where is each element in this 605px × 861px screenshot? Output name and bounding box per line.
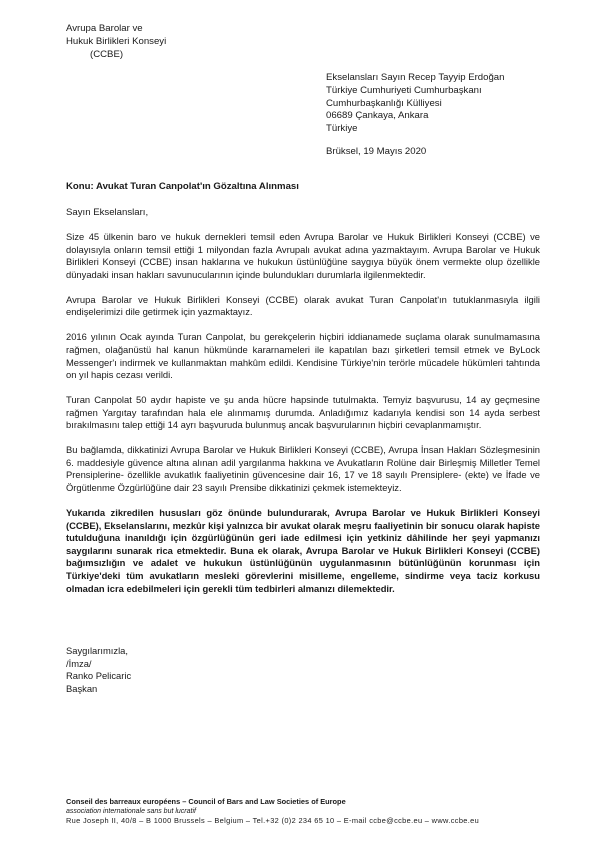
- letter-body: [66, 231, 540, 608]
- paragraph-1: Size 45 ülkenin baro ve hukuk dernekleri temsil eden Avrupa Barolar ve Hukuk Birlikleri Konseyi (CCBE) ve dolayısıyla onların temsil ettiği 1 milyondan fazla Avrupalı avukat adına yazmaktayım. Avrupa Barolar ve Hukuk Birlikleri Konseyi (CCBE) insan haklarına ve hukukun üstünlüğüne saygıya büyük önem vermekte olup özellikle dünyadaki insan hakları savunucularının içinde bulundukları durumlarla ilgilenmektedir.: [66, 231, 540, 280]
- footer-assoc: association internationale sans but lucratif: [66, 808, 196, 815]
- footer-address: Rue Joseph II, 40/8 – B 1000 Brussels – Belgium – Tel.+32 (0)2 234 65 10 – E-mail ccbe@ccbe.eu – www.ccbe.eu: [66, 816, 480, 825]
- sender-line-2: Hukuk Birlikleri Konseyi: [66, 36, 167, 47]
- letter-date: Brüksel, 19 Mayıs 2020: [326, 146, 427, 157]
- paragraph-3: 2016 yılının Ocak ayında Turan Canpolat, bu gerekçelerin hiçbiri iddianamede suçlama olarak sunulmamasına rağmen, olağanüstü hal kanun hükmünde kararnameleri ile kapatılan bazı şirketleri temsil etmek ve ByLock Messenger'ı indirmek ve kullanmaktan mahkûm edildi. Kendisine Türkiye'nin terörle mücadele hükümleri tahtında on yıl hapis cezası verildi.: [66, 331, 540, 381]
- recipient-name: Ekselansları Sayın Recep Tayyip Erdoğan: [326, 72, 505, 83]
- closing-block: [66, 645, 131, 695]
- footer-org-name: Conseil des barreaux européens – Council of Bars and Law Societies of Europe: [66, 797, 346, 806]
- closing-position: Başkan: [66, 682, 98, 694]
- recipient-title: Türkiye Cumhuriyeti Cumhurbaşkanı: [326, 84, 482, 96]
- paragraph-6-request: Yukarıda zikredilen hususları göz önünde bulundurarak, Avrupa Barolar ve Hukuk Birlikleri Konseyi (CCBE), Ekselanslarını, mezkûr kişi yalnızca bir avukat olarak meşru faaliyetinin bir sonucu olarak hapiste tutulduğuna inanıldığı için özgürlüğünün geri iade edilmesi için yetkiniz dâhilinde her şeyi yapmanızı saygılarını sunarak rica etmektedir. Buna ek olarak, Avrupa Barolar ve Hukuk Birlikleri Konseyi (CCBE) bağımsızlığın ve adalet ve hukukun üstünlüğünün uygulanmasının bütünlüğünün korunması için Türkiye'deki tüm avukatların mesleki görevlerini misilleme, engelleme, sindirme veya taciz korkusu olmadan icra edebilmeleri için gerekli tüm tedbirleri almanızı dilemektedir.: [66, 507, 540, 594]
- paragraph-5: Bu bağlamda, dikkatinizi Avrupa Barolar ve Hukuk Birlikleri Konseyi (CCBE), Avrupa İnsan Hakları Sözleşmesinin 6. maddesiyle güvence altına alınan adil yargılanma hakkına ve Avukatların Rolüne dair Birleşmiş Milletler Temel Prensiplerine- özellikle avukatlık faaliyetinin güvencesine dair 16, 17 ve 18 sayılı Prensiplere- (ekte) ve İfade ve Örgütlenme Özgürlüğüne dair 23 sayılı Prensibe dikkatinizi çekmek istemekteyiz.: [66, 444, 540, 494]
- paragraph-4: Turan Canpolat 50 aydır hapiste ve şu anda hücre hapsinde tutulmakta. Temyiz başvurusu, 14 ay geçmesine rağmen Yargıtay tarafından hala ele alınmamış durumda. Anladığımız kadarıyla kendisi son 14 ayda serbest bırakılmasını talep ettiği 14 ayrı başvuruda bulunmuş ancak başvurularının hiçbiri cevaplanmamıştır.: [66, 394, 540, 431]
- closing-regards: Saygılarımızla,: [66, 645, 128, 656]
- recipient-country: Türkiye: [326, 123, 358, 135]
- recipient-office: Cumhurbaşkanlığı Külliyesi: [326, 97, 442, 109]
- sender-line-3: (CCBE): [90, 49, 124, 60]
- recipient-block: [326, 72, 504, 136]
- letter-subject: Konu: Avukat Turan Canpolat'ın Gözaltına Alınması: [66, 181, 299, 192]
- closing-name: Ranko Pelicaric: [66, 670, 132, 682]
- sender-block: [66, 22, 166, 61]
- footer: [66, 797, 546, 826]
- sender-line-1: Avrupa Barolar ve: [66, 23, 143, 34]
- salutation: Sayın Ekselansları,: [66, 207, 149, 218]
- recipient-address: 06689 Çankaya, Ankara: [326, 110, 429, 122]
- closing-signature: /İmza/: [66, 657, 92, 669]
- paragraph-2: Avrupa Barolar ve Hukuk Birlikleri Konseyi (CCBE) olarak avukat Turan Canpolat'ın tutuklanmasıyla ilgili endişelerimizi dile getirmek için yazmaktayız.: [66, 293, 540, 318]
